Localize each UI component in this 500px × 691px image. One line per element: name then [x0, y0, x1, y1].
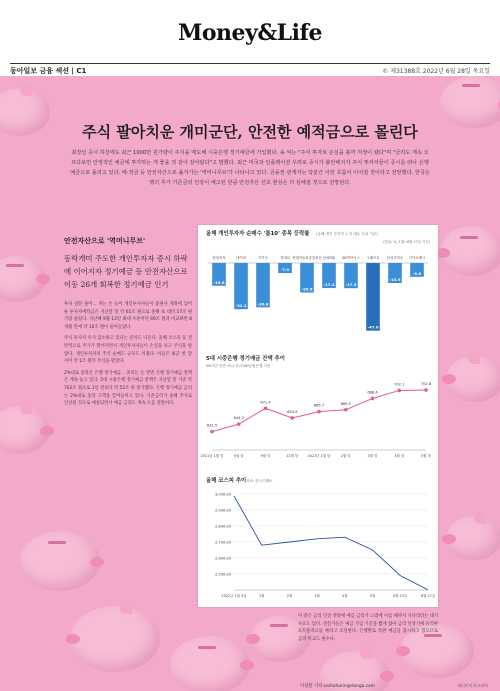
piggy-bank-illustration	[20, 531, 100, 591]
bar-value-label: -32.1	[235, 303, 247, 309]
photo-credit: 게티이미지코리아	[457, 683, 488, 688]
bar-category-label: 삼성전자	[212, 256, 226, 260]
headline: 주식 팔아치운 개미군단, 안전한 예적금으로 몰린다	[82, 123, 418, 141]
bar-value-label: -30.8	[257, 301, 269, 307]
body-paragraph: 주식 투자자 수가 감소하고 있다는 분석도 나온다. 올해 코스피 등 전반적으로 주가가 떨어지면서 개인투자자들이 손실을 보고 주식을 팔았다. 개인투자자의 주식 순매도 규모도 커졌다. 이들은 최근 한 달 사이 약 1조 원의 주식을 팔았다.	[64, 336, 192, 365]
kospi-x-label: 6월 13일	[393, 594, 408, 598]
bar-value-label: -17.4	[323, 282, 335, 288]
deposit-point	[237, 422, 241, 426]
deposit-value-label: 671.4	[260, 400, 271, 405]
bar-category-label: SK하이닉스	[342, 256, 360, 260]
deposit-value-label: 688.4	[367, 390, 378, 395]
bar-chart-title: 올해 개인투자자 순매수 '톱10' 종목 등락률	[206, 231, 310, 237]
piggy-bank-illustration	[70, 606, 160, 672]
bar-category-label: 현대차	[280, 256, 290, 260]
feature-page	[0, 76, 500, 691]
deposit-value-label: 702.1	[394, 382, 405, 387]
kospi-chart-subtitle: 자료: 한국거래소	[246, 479, 273, 483]
chart-panel	[198, 225, 438, 607]
bar-category-label: 크래프톤	[366, 256, 380, 260]
deposit-x-label: 5월 말	[233, 454, 244, 458]
piggy-bank-illustration	[446, 356, 500, 402]
body-paragraph: 2%대로 올라온 은행 정기예금... 몰리는 돈 반면 은행 정기예금 잔액은 계속 늘고 있다. 5대 시중은행 정기예금 잔액은 지난달 말 기준 약 702조 원으로 1년 전보다 약 52조 원 증가했다. 은행 정기예금 금리는 2%대로 올라 고객을 끌어들이고 있다. 기준금리가 올해 추가로 인상될 것으로 예상되면서 예금 금리도 계속 오를 전망이다.	[64, 370, 192, 407]
deposit-value-label: 644.3	[233, 416, 244, 421]
piggy-bank-illustration	[446, 516, 500, 560]
bar-chart	[198, 225, 438, 345]
bar-category-label: 카카오	[258, 256, 268, 260]
piggy-bank-illustration	[0, 406, 50, 454]
deposit-x-label: 2월 말	[340, 454, 351, 458]
issue-info: © 제31388호 2022년 6월 28일 목요일	[382, 68, 490, 75]
kospi-y-tick: 2,900.00	[214, 508, 231, 513]
bar-chart-subtitle: (올해 개인 투자자 누적 매수 순위 기준)	[316, 232, 378, 236]
kospi-x-label: 2월	[286, 594, 293, 598]
deposit-value-label: 669.0	[340, 401, 351, 406]
deposit-line-chart	[198, 350, 438, 470]
masthead	[0, 0, 500, 62]
bar-category-label: 삼성SDI	[322, 256, 336, 260]
deposit-point	[264, 407, 268, 411]
bar-category-label: 카카오뱅크	[408, 256, 426, 260]
kospi-line-chart	[198, 470, 438, 605]
deposit-point	[397, 389, 401, 393]
kospi-y-tick: 2,500.00	[214, 572, 231, 577]
bar-value-label: -20.5	[301, 286, 313, 292]
bar-value-label: -9.6	[412, 270, 422, 276]
deposit-value-label: 665.7	[313, 403, 325, 408]
bar-8	[366, 263, 380, 331]
deposit-x-label: 4월 말	[394, 454, 405, 458]
section-label: 동아일보 금융 섹션 | C1	[10, 67, 87, 75]
kospi-x-label: 6월 27일	[420, 594, 436, 598]
deposit-value-label: 631.5	[206, 423, 218, 428]
left-column	[64, 236, 192, 408]
lede-paragraph: 최장인 증시 하강에도 최근 1000만 원가량이 주식을 매도해 시중은행 정기예금에 가입했다. 송 씨는 "주식 투자로 손실을 볼까 걱정이 됐다"며 "금리도 계속 오르다보면 안정적인 예금에 투자하는 게 좋을 것 같아 갈아탔다"고 말했다. 최근 미국과 인플레이션 우려로 증시가 불안해지자 주식 투자자들이 증시를 떠나 은행 예금으로 몰리고 있다. 예·적금 등 안전자산으로 옮겨가는 '역머니무브'가 나타나고 있다. 금융권 관계자는 당분간 이런 흐름이 이어질 것이라고 전망했다. 한국은행의 추가 기준금리 인상이 예고된 만큼 안전자산 선호 현상은 더 심해질 것으로 전망된다.	[70, 150, 430, 186]
kospi-x-label: 2022년 1월 3일	[221, 594, 247, 598]
kospi-x-label: 5월	[369, 594, 376, 598]
kospi-x-label: 4월	[342, 594, 348, 598]
bar-value-label: -47.0	[367, 324, 379, 330]
deposit-point	[344, 408, 348, 412]
deposit-chart-subtitle: KB국민·신한·하나·우리·NH농협은행 기준	[206, 364, 271, 368]
bar-value-label: -17.5	[345, 282, 357, 288]
deposit-point	[290, 416, 294, 420]
piggy-bank-illustration	[170, 636, 250, 691]
deposit-value-label: 702.8	[420, 382, 432, 387]
body-paragraph: 투자 실탄 줄어... 파는 손 늘어 개인투자자들이 증권사 계좌에 넣어둔 투자자예탁금은 지난달 말 약 61조 원으로 올해 초 대비 17조 원가량 줄었다. 지난해 9월 13일 최대 수준이던 69조 원과 비교하면 8개월 만에 약 10조 원이 줄어들었다.	[64, 302, 192, 330]
kospi-x-label: 3월	[314, 594, 320, 598]
kospi-chart-title: 올해 코스피 추이	[206, 478, 247, 484]
deposit-point	[210, 430, 214, 434]
deposit-x-label: 12월 말	[286, 454, 299, 458]
deposit-chart-title: 5대 시중은행 정기예금 잔액 추이	[206, 356, 285, 362]
deposit-value-label: 654.9	[287, 409, 298, 414]
deposit-point	[371, 397, 375, 401]
bar-value-label: -7.0	[280, 267, 290, 273]
piggy-bank-illustration	[440, 226, 500, 276]
deposit-point	[424, 388, 428, 392]
deposit-x-label: 2021년 1월 말	[200, 454, 224, 458]
right-column-text: 이 같은 금리 인상 전망에 예금 금리가 고점에 이를 때까지 기다리려는 대기 수요도 있다. 전문가들은 예금 가입 기간을 짧게 잡아 금리 인상기에 유리한 포트폴리오를 짜라고 조언한다. 은행별로 특판 예금을 출시하고 있으므로 금리 비교도 필수다.	[298, 614, 438, 642]
byline: 이상환 기자 ssshaharin@donga.com	[300, 684, 375, 689]
bar-category-label: 네이버	[236, 256, 246, 260]
deposit-x-label: 9월 말	[260, 454, 271, 458]
deposit-x-label: 3월 말	[367, 454, 378, 458]
column-kicker-sub: 동학개미 주도한 개인투자자 증시 하락에 이어지자 정기예금 등 안전자산으로 이동 26개 회복한 정기예금 인기	[64, 254, 188, 289]
deposit-x-label: 2022년 1월 말	[307, 454, 331, 458]
deposit-x-label: 5월 말	[421, 454, 431, 458]
kospi-y-tick: 3,000.00	[214, 492, 231, 497]
bar-category-label: 삼성전자우	[386, 256, 404, 260]
piggy-bank-illustration	[0, 256, 46, 302]
bar-category-label: 현대자동차중앙물산	[292, 256, 322, 260]
deposit-point	[317, 410, 321, 414]
bar-value-label: -13.9	[389, 277, 401, 283]
kospi-y-tick: 2,600.00	[214, 556, 231, 561]
logo: Money&Life	[178, 20, 322, 46]
bar-value-label: -15.8	[213, 279, 225, 285]
kospi-y-tick: 2,800.00	[214, 524, 231, 529]
kospi-x-label: 1월	[258, 594, 265, 598]
bar-chart-unit: (단위: %, 1월~6월 27일 기준)	[383, 240, 430, 244]
column-kicker: 안전자산으로 '역머니무브'	[64, 237, 146, 245]
header-rule	[10, 63, 490, 64]
kospi-y-tick: 2,700.00	[214, 540, 231, 545]
